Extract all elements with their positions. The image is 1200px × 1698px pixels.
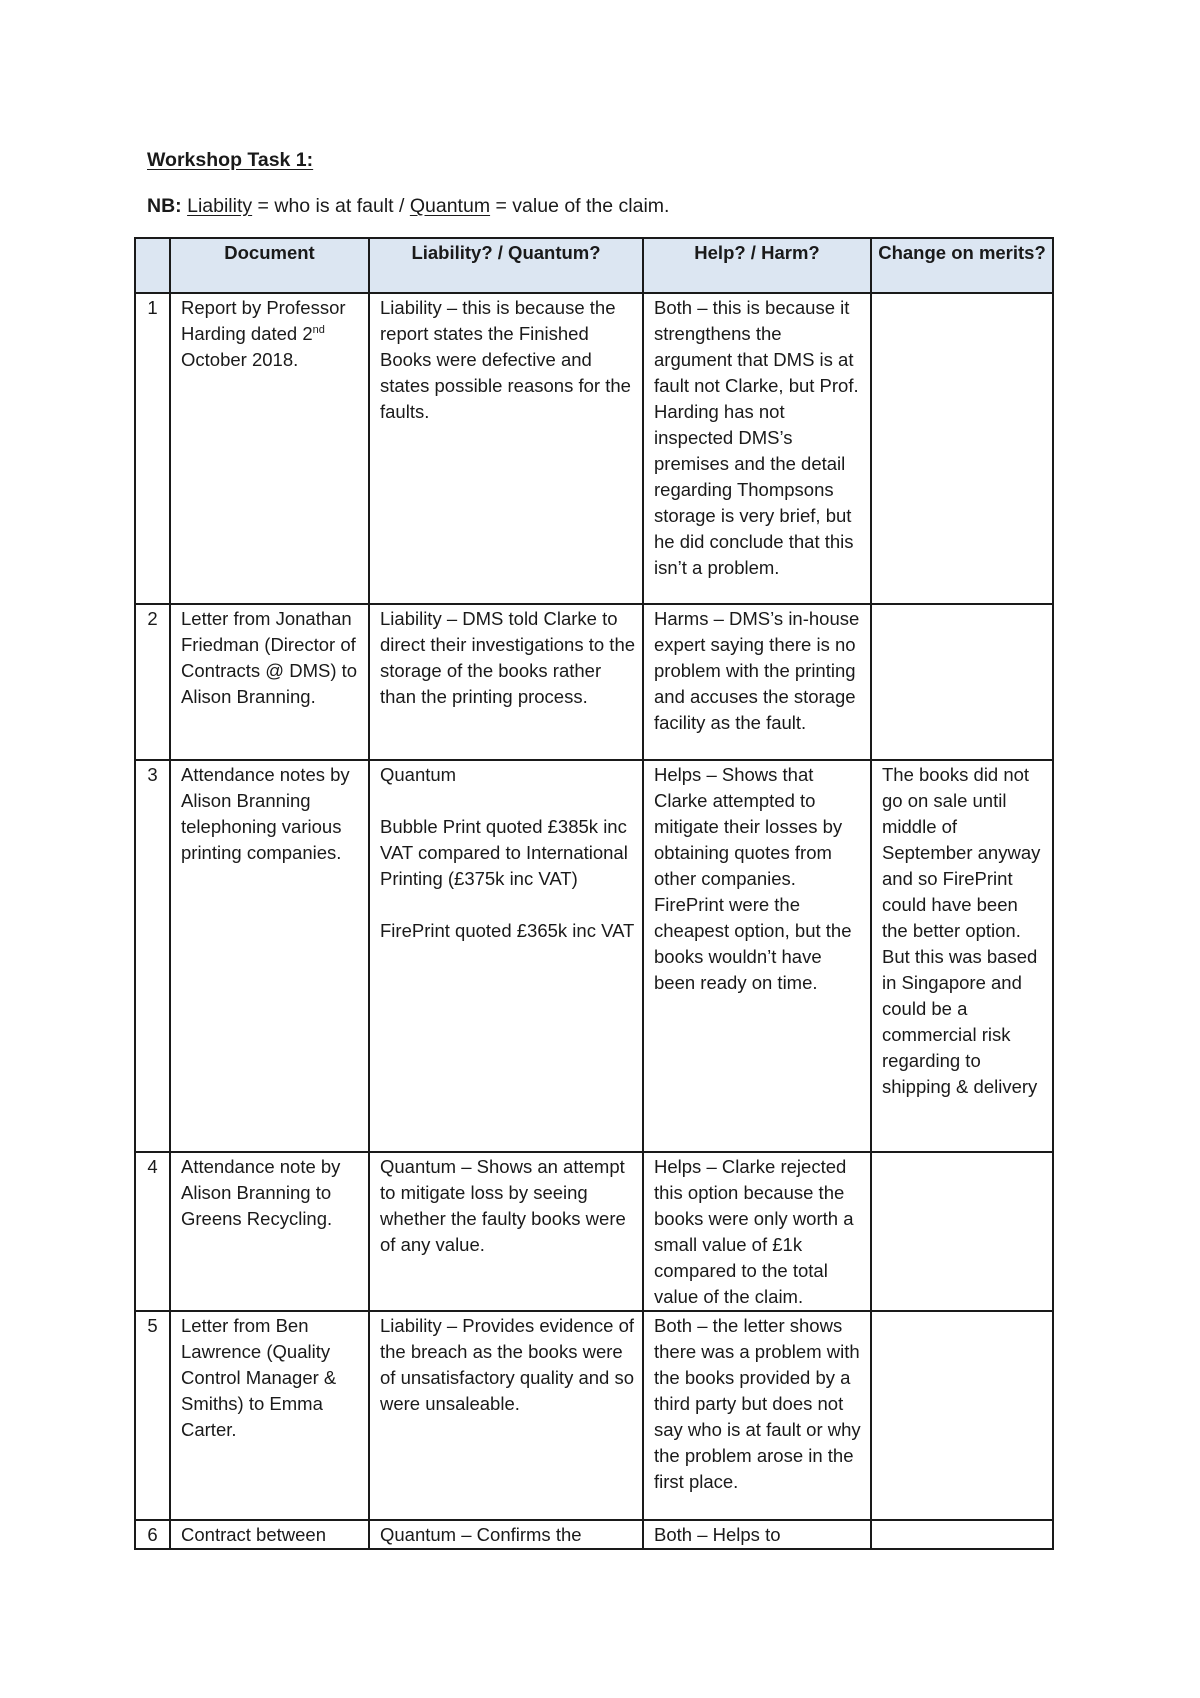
- liability-text: Bubble Print quoted £385k inc VAT compared to International Printing (£375k inc VAT): [380, 816, 628, 889]
- header-number: [135, 238, 170, 293]
- table-row: [135, 760, 1053, 1152]
- help-harm-cell: Helps – Clarke rejected this option because the books were only worth a small value of £1k compared to the total value of the claim.: [643, 1152, 871, 1311]
- document-cell: Attendance notes by Alison Branning telephoning various printing companies.: [170, 760, 369, 1152]
- table-row: [135, 1520, 1053, 1549]
- nb-definitions: [147, 194, 669, 218]
- document-cell: Attendance note by Alison Branning to Greens Recycling.: [170, 1152, 369, 1311]
- paragraph-gap: [380, 788, 636, 814]
- table-row: [135, 1152, 1053, 1311]
- change-cell: [871, 1311, 1053, 1520]
- help-harm-cell: Both – Helps to: [643, 1520, 871, 1549]
- document-review-table: [134, 237, 1054, 1550]
- document-cell: Contract between: [170, 1520, 369, 1549]
- header-document: Document: [170, 238, 369, 293]
- liability-cell: [369, 1152, 643, 1311]
- liability-text: Liability – DMS told Clarke to direct their investigations to the storage of the books rather than the printing process.: [380, 608, 636, 707]
- liability-cell: [369, 604, 643, 760]
- change-cell: [871, 1152, 1053, 1311]
- header-change-on-merits: Change on merits?: [871, 238, 1053, 293]
- quantum-definition: = value of the claim.: [490, 195, 670, 217]
- liability-text: Quantum – Shows an attempt to mitigate loss by seeing whether the faulty books were of any value.: [380, 1156, 626, 1255]
- page-title: Workshop Task 1:: [147, 149, 314, 171]
- quantum-term: Quantum: [409, 195, 491, 217]
- header-liability-quantum: Liability? / Quantum?: [369, 238, 643, 293]
- change-cell: [871, 293, 1053, 604]
- table-row: [135, 604, 1053, 760]
- row-number: 4: [135, 1152, 170, 1311]
- liability-definition: = who is at fault /: [252, 195, 410, 217]
- row-number: 5: [135, 1311, 170, 1520]
- table-row: [135, 1311, 1053, 1520]
- header-help-harm: Help? / Harm?: [643, 238, 871, 293]
- change-cell: [871, 604, 1053, 760]
- document-text-end: October 2018.: [181, 349, 299, 370]
- liability-cell: [369, 1311, 643, 1520]
- document-cell: [170, 293, 369, 604]
- document-cell: Letter from Ben Lawrence (Quality Control Manager & Smiths) to Emma Carter.: [170, 1311, 369, 1520]
- row-number: 1: [135, 293, 170, 604]
- row-number: 3: [135, 760, 170, 1152]
- liability-term: Liability: [187, 195, 253, 217]
- table-header-row: [135, 238, 1053, 293]
- liability-cell: [369, 760, 643, 1152]
- nb-label: NB:: [147, 195, 182, 217]
- liability-cell: [369, 293, 643, 604]
- liability-text: Quantum: [380, 764, 457, 785]
- help-harm-cell: Helps – Shows that Clarke attempted to mitigate their losses by obtaining quotes from other companies. FirePrint were the cheapest option, but the books wouldn’t have been ready on time.: [643, 760, 871, 1152]
- row-number: 6: [135, 1520, 170, 1549]
- change-cell: [871, 1520, 1053, 1549]
- liability-text: Quantum – Confirms the: [380, 1524, 582, 1545]
- document-cell: Letter from Jonathan Friedman (Director of Contracts @ DMS) to Alison Branning.: [170, 604, 369, 760]
- change-cell: The books did not go on sale until middle of September anyway and so FirePrint could have been the better option. But this was based in Singapore and could be a commercial risk regarding to shipping & delivery: [871, 760, 1053, 1152]
- liability-cell: [369, 1520, 643, 1549]
- liability-text: FirePrint quoted £365k inc VAT: [380, 920, 635, 941]
- liability-text: Liability – Provides evidence of the breach as the books were of unsatisfactory quality and so were unsaleable.: [380, 1315, 635, 1414]
- help-harm-cell: Both – the letter shows there was a problem with the books provided by a third party but does not say who is at fault or why the problem arose in the first place.: [643, 1311, 871, 1520]
- ordinal-suffix: nd: [312, 323, 325, 336]
- help-harm-cell: Both – this is because it strengthens the argument that DMS is at fault not Clarke, but Prof. Harding has not inspected DMS’s premises and the detail regarding Thompsons storage is very brief, but he did conclude that this isn’t a problem.: [643, 293, 871, 604]
- table-row: [135, 293, 1053, 604]
- liability-text: Liability – this is because the report states the Finished Books were defective and states possible reasons for the faults.: [380, 297, 631, 422]
- row-number: 2: [135, 604, 170, 760]
- paragraph-gap: [380, 892, 636, 918]
- help-harm-cell: Harms – DMS’s in-house expert saying there is no problem with the printing and accuses the storage facility as the fault.: [643, 604, 871, 760]
- document-text: Report by Professor Harding dated 2: [181, 297, 346, 344]
